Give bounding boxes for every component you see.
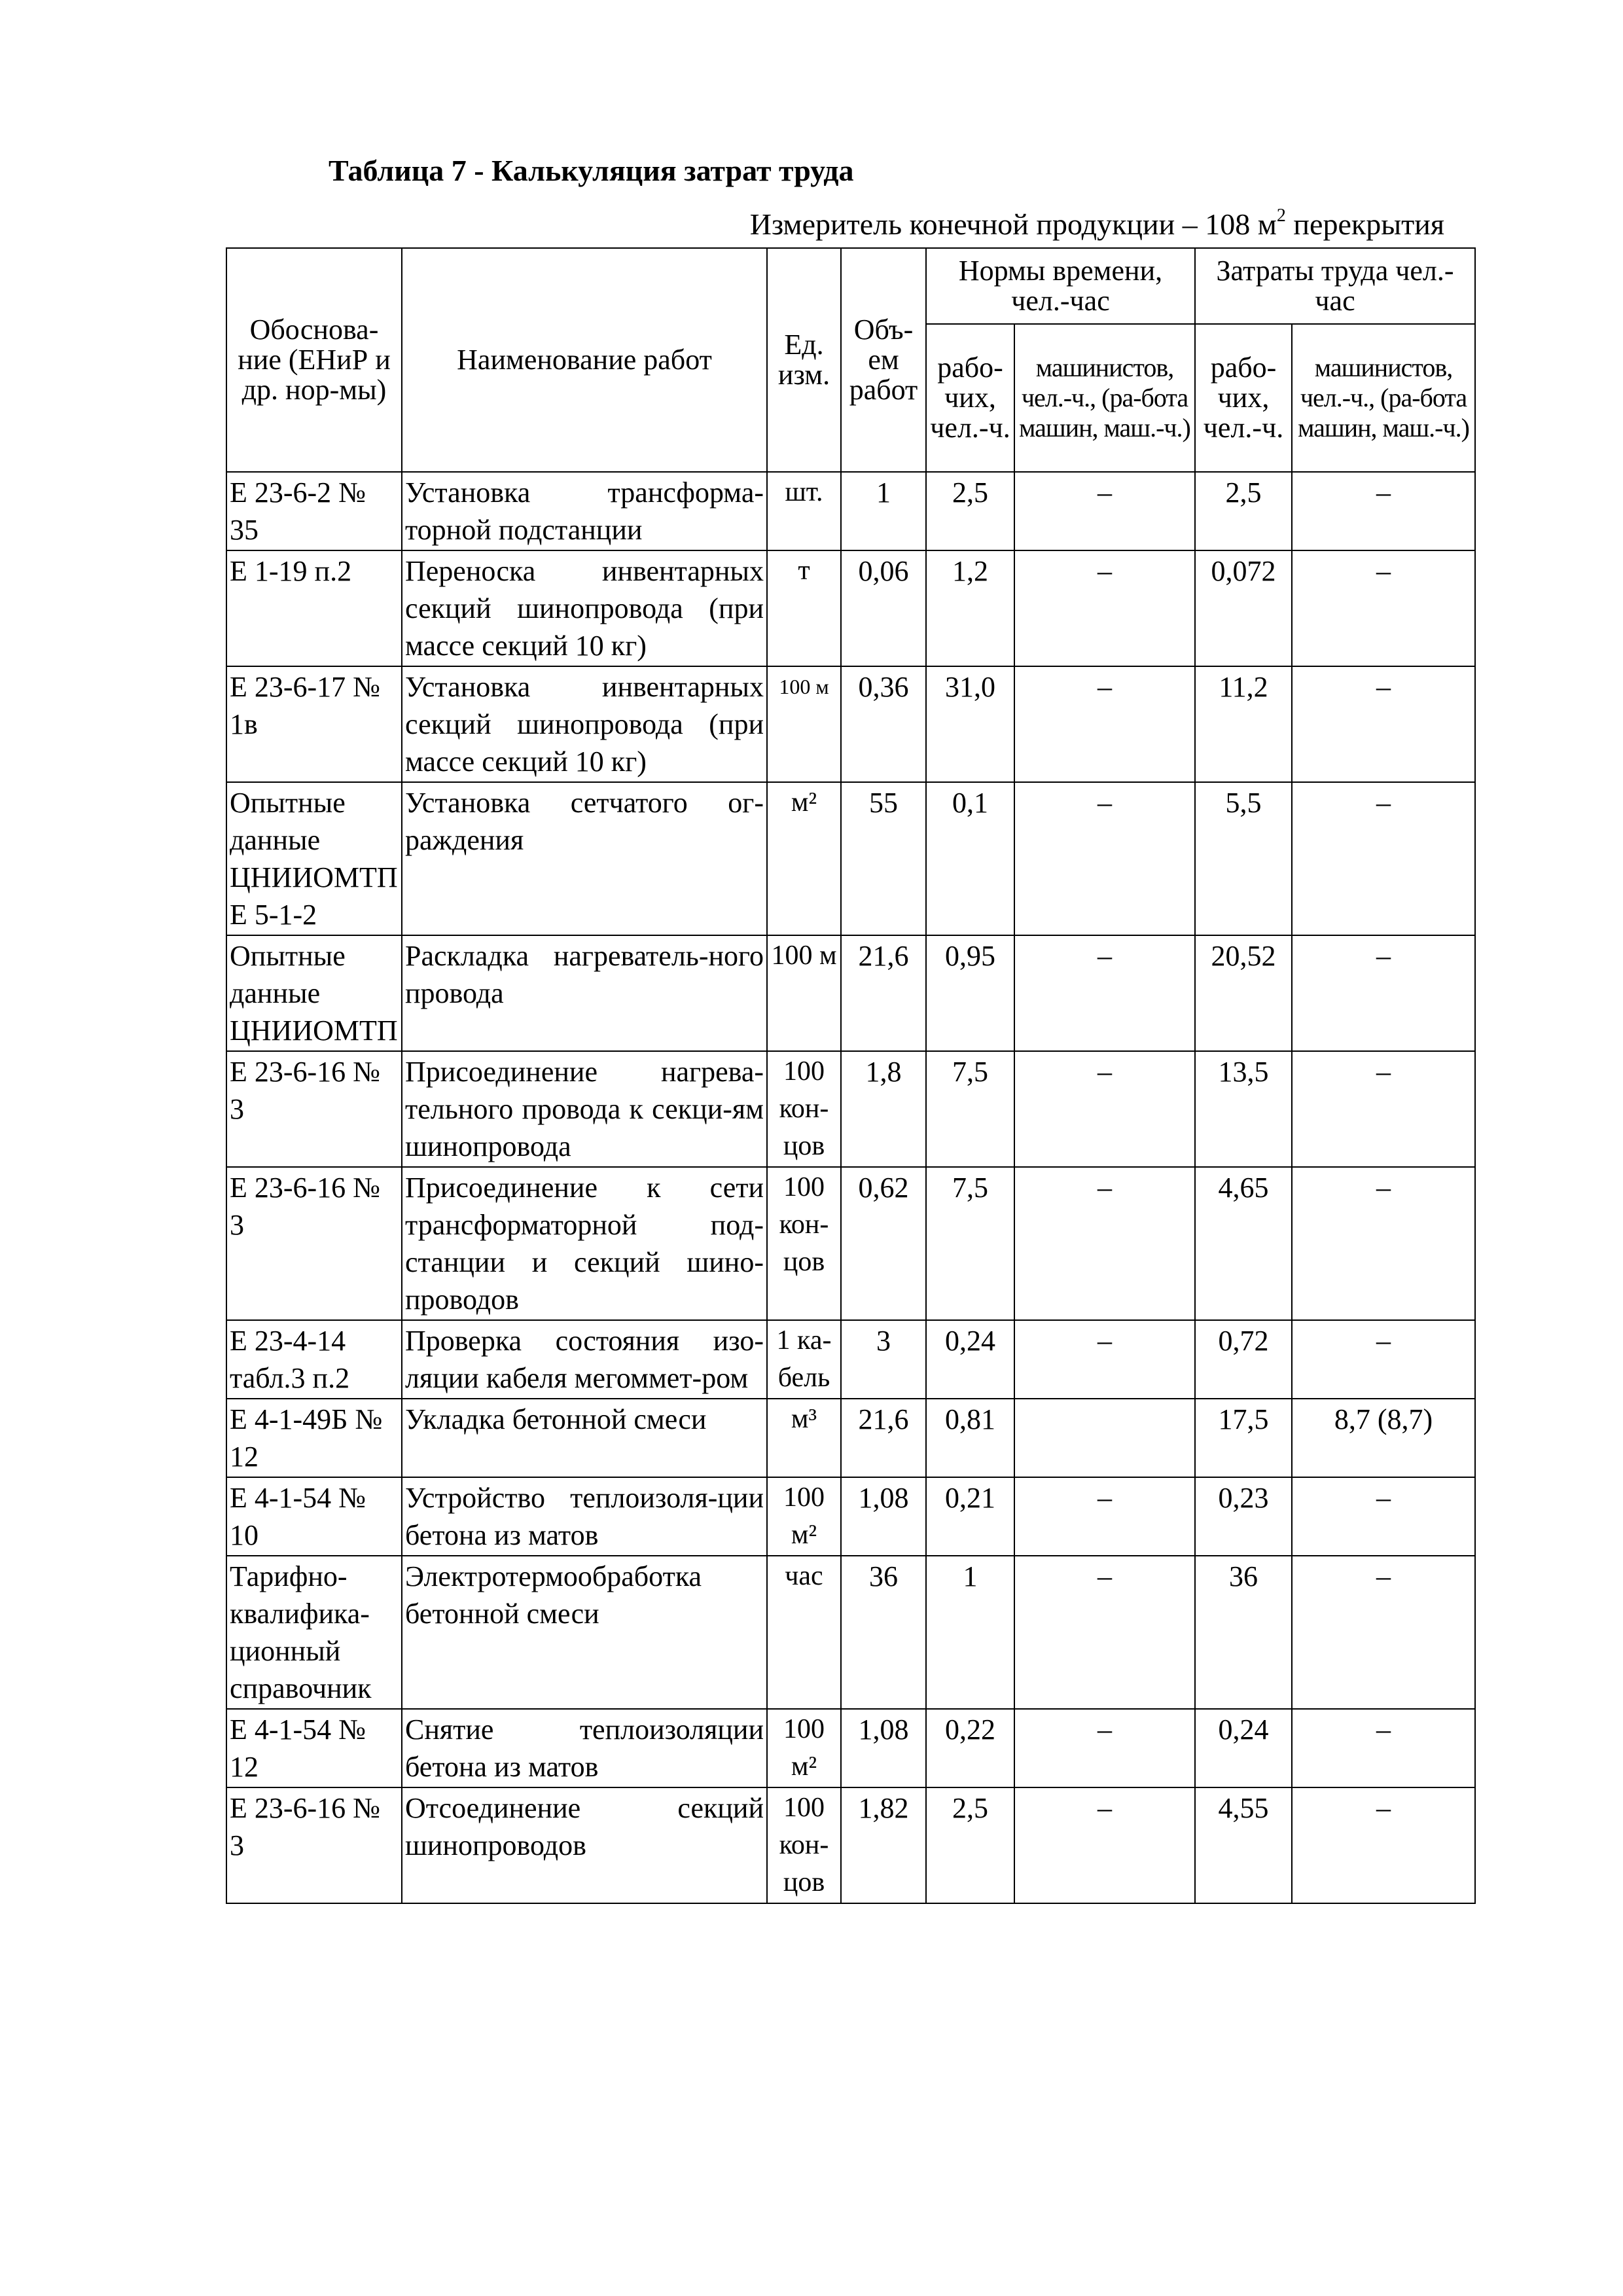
cell-basis: Е 23-6-16 № 3 xyxy=(226,1051,402,1167)
cell-labor-machinists: – xyxy=(1292,1787,1475,1903)
header-labor-group: Затраты труда чел.-час xyxy=(1195,248,1475,324)
cell-basis: Е 23-6-16 № 3 xyxy=(226,1167,402,1320)
cell-name: Присоединение к сети трансформаторной под-станции и секций шино-проводов xyxy=(402,1167,767,1320)
cell-labor-workers: 0,72 xyxy=(1195,1320,1292,1399)
cell-unit: час xyxy=(767,1556,841,1709)
cell-labor-workers: 0,24 xyxy=(1195,1709,1292,1787)
cell-unit: 100 м² xyxy=(767,1477,841,1556)
table-row xyxy=(226,1477,1475,1556)
cell-labor-machinists: – xyxy=(1292,1167,1475,1320)
labor-cost-table xyxy=(226,247,1476,1904)
cell-name: Установка трансформа-торной подстанции xyxy=(402,472,767,550)
cell-unit: шт. xyxy=(767,472,841,550)
cell-basis: Е 4-1-54 № 12 xyxy=(226,1709,402,1787)
cell-volume: 1,08 xyxy=(841,1709,926,1787)
cell-labor-workers: 4,55 xyxy=(1195,1787,1292,1903)
cell-labor-machinists: – xyxy=(1292,550,1475,666)
cell-norm-workers: 1 xyxy=(926,1556,1014,1709)
cell-labor-workers: 11,2 xyxy=(1195,666,1292,782)
cell-unit: 100 кон-цов xyxy=(767,1787,841,1903)
cell-norm-machinists: – xyxy=(1014,1709,1195,1787)
table-row xyxy=(226,1051,1475,1167)
cell-labor-workers: 4,65 xyxy=(1195,1167,1292,1320)
cell-basis: Е 4-1-54 № 10 xyxy=(226,1477,402,1556)
cell-volume: 1 xyxy=(841,472,926,550)
header-labor-machinists: машинистов, чел.-ч., (ра-бота машин, маш.-ч.) xyxy=(1292,324,1475,472)
cell-norm-workers: 0,21 xyxy=(926,1477,1014,1556)
cell-name: Установка инвентарных секций шинопровода (при массе секций 10 кг) xyxy=(402,666,767,782)
cell-name: Укладка бетонной смеси xyxy=(402,1399,767,1477)
cell-name: Раскладка нагреватель-ного провода xyxy=(402,935,767,1051)
cell-labor-machinists: – xyxy=(1292,935,1475,1051)
cell-name: Снятие теплоизоляции бетона из матов xyxy=(402,1709,767,1787)
cell-volume: 0,36 xyxy=(841,666,926,782)
cell-norm-workers: 0,95 xyxy=(926,935,1014,1051)
header-norms-group: Нормы времени, чел.-час xyxy=(926,248,1195,324)
cell-norm-workers: 2,5 xyxy=(926,472,1014,550)
cell-norm-machinists: – xyxy=(1014,1556,1195,1709)
cell-norm-workers: 7,5 xyxy=(926,1167,1014,1320)
product-meter-prefix: Измеритель конечной продукции – 108 м xyxy=(749,207,1277,241)
cell-basis: Опытные данные ЦНИИОМТП xyxy=(226,935,402,1051)
header-volume: Объ-ем работ xyxy=(841,248,926,472)
table-row xyxy=(226,666,1475,782)
table-title: Таблица 7 - Калькуляция затрат труда xyxy=(329,154,854,187)
cell-labor-machinists: – xyxy=(1292,1556,1475,1709)
cell-name: Отсоединение секций шинопроводов xyxy=(402,1787,767,1903)
cell-volume: 0,62 xyxy=(841,1167,926,1320)
cell-name: Присоединение нагрева-тельного провода к секци-ям шинопровода xyxy=(402,1051,767,1167)
cell-unit: м³ xyxy=(767,1399,841,1477)
cell-labor-machinists: – xyxy=(1292,666,1475,782)
header-norm-machinists: машинистов, чел.-ч., (ра-бота машин, маш.-ч.) xyxy=(1014,324,1195,472)
cell-unit: 100 кон-цов xyxy=(767,1167,841,1320)
cell-name: Проверка состояния изо-ляции кабеля мегоммет-ром xyxy=(402,1320,767,1399)
cell-unit: м² xyxy=(767,782,841,935)
table-row xyxy=(226,1709,1475,1787)
header-name: Наименование работ xyxy=(402,248,767,472)
cell-unit: 100 м xyxy=(767,935,841,1051)
table-row xyxy=(226,935,1475,1051)
cell-volume: 55 xyxy=(841,782,926,935)
cell-name: Электротермообработка бетонной смеси xyxy=(402,1556,767,1709)
header-norm-workers: рабо-чих, чел.-ч. xyxy=(926,324,1014,472)
table-row xyxy=(226,782,1475,935)
cell-norm-workers: 0,24 xyxy=(926,1320,1014,1399)
cell-basis: Е 4-1-49Б № 12 xyxy=(226,1399,402,1477)
cell-labor-machinists: – xyxy=(1292,1709,1475,1787)
cell-norm-workers: 7,5 xyxy=(926,1051,1014,1167)
cell-norm-workers: 0,1 xyxy=(926,782,1014,935)
product-meter-sup: 2 xyxy=(1276,206,1286,226)
table-header xyxy=(226,248,1475,472)
product-meter-suffix: перекрытия xyxy=(1285,207,1444,241)
cell-norm-machinists: – xyxy=(1014,472,1195,550)
table-row xyxy=(226,1320,1475,1399)
cell-basis: Е 23-6-17 № 1в xyxy=(226,666,402,782)
cell-norm-workers: 0,22 xyxy=(926,1709,1014,1787)
cell-norm-workers: 1,2 xyxy=(926,550,1014,666)
cell-labor-machinists: 8,7 (8,7) xyxy=(1292,1399,1475,1477)
header-labor-workers: рабо-чих, чел.-ч. xyxy=(1195,324,1292,472)
cell-basis: Е 1-19 п.2 xyxy=(226,550,402,666)
table-row xyxy=(226,472,1475,550)
cell-volume: 1,8 xyxy=(841,1051,926,1167)
cell-norm-workers: 0,81 xyxy=(926,1399,1014,1477)
table-row xyxy=(226,550,1475,666)
cell-norm-machinists: – xyxy=(1014,1051,1195,1167)
table-row xyxy=(226,1399,1475,1477)
cell-labor-workers: 0,072 xyxy=(1195,550,1292,666)
cell-volume: 21,6 xyxy=(841,935,926,1051)
cell-unit: 1 ка-бель xyxy=(767,1320,841,1399)
cell-unit: 100 м xyxy=(767,666,841,782)
cell-unit: 100 м² xyxy=(767,1709,841,1787)
cell-basis: Опытные данные ЦНИИОМТП Е 5-1-2 xyxy=(226,782,402,935)
cell-labor-workers: 0,23 xyxy=(1195,1477,1292,1556)
table-row xyxy=(226,1167,1475,1320)
cell-norm-machinists: – xyxy=(1014,1167,1195,1320)
cell-norm-machinists: – xyxy=(1014,935,1195,1051)
cell-labor-workers: 2,5 xyxy=(1195,472,1292,550)
cell-name: Устройство теплоизоля-ции бетона из матов xyxy=(402,1477,767,1556)
cell-norm-machinists: – xyxy=(1014,666,1195,782)
cell-name: Переноска инвентарных секций шинопровода (при массе секций 10 кг) xyxy=(402,550,767,666)
cell-norm-machinists: – xyxy=(1014,1787,1195,1903)
cell-basis: Е 23-6-16 № 3 xyxy=(226,1787,402,1903)
cell-labor-workers: 20,52 xyxy=(1195,935,1292,1051)
cell-unit: 100 кон-цов xyxy=(767,1051,841,1167)
cell-norm-workers: 2,5 xyxy=(926,1787,1014,1903)
cell-norm-machinists xyxy=(1014,1399,1195,1477)
cell-labor-workers: 5,5 xyxy=(1195,782,1292,935)
cell-name: Установка сетчатого ог-раждения xyxy=(402,782,767,935)
table-row xyxy=(226,1787,1475,1903)
cell-norm-workers: 31,0 xyxy=(926,666,1014,782)
cell-labor-machinists: – xyxy=(1292,1320,1475,1399)
cell-volume: 36 xyxy=(841,1556,926,1709)
cell-volume: 3 xyxy=(841,1320,926,1399)
product-meter xyxy=(226,208,1444,242)
cell-labor-machinists: – xyxy=(1292,1477,1475,1556)
cell-basis: Тарифно-квалифика-ционный справочник xyxy=(226,1556,402,1709)
cell-volume: 0,06 xyxy=(841,550,926,666)
cell-volume: 21,6 xyxy=(841,1399,926,1477)
header-unit: Ед. изм. xyxy=(767,248,841,472)
cell-norm-machinists: – xyxy=(1014,1320,1195,1399)
cell-labor-machinists: – xyxy=(1292,1051,1475,1167)
cell-norm-machinists: – xyxy=(1014,1477,1195,1556)
cell-labor-workers: 36 xyxy=(1195,1556,1292,1709)
cell-labor-machinists: – xyxy=(1292,782,1475,935)
cell-volume: 1,08 xyxy=(841,1477,926,1556)
cell-unit: т xyxy=(767,550,841,666)
cell-labor-workers: 17,5 xyxy=(1195,1399,1292,1477)
cell-labor-workers: 13,5 xyxy=(1195,1051,1292,1167)
table-body xyxy=(226,472,1475,1903)
cell-labor-machinists: – xyxy=(1292,472,1475,550)
cell-basis: Е 23-4-14 табл.3 п.2 xyxy=(226,1320,402,1399)
cell-basis: Е 23-6-2 № 35 xyxy=(226,472,402,550)
table-row xyxy=(226,1556,1475,1709)
cell-volume: 1,82 xyxy=(841,1787,926,1903)
cell-norm-machinists: – xyxy=(1014,782,1195,935)
cell-norm-machinists: – xyxy=(1014,550,1195,666)
header-basis: Обоснова-ние (ЕНиР и др. нор-мы) xyxy=(226,248,402,472)
